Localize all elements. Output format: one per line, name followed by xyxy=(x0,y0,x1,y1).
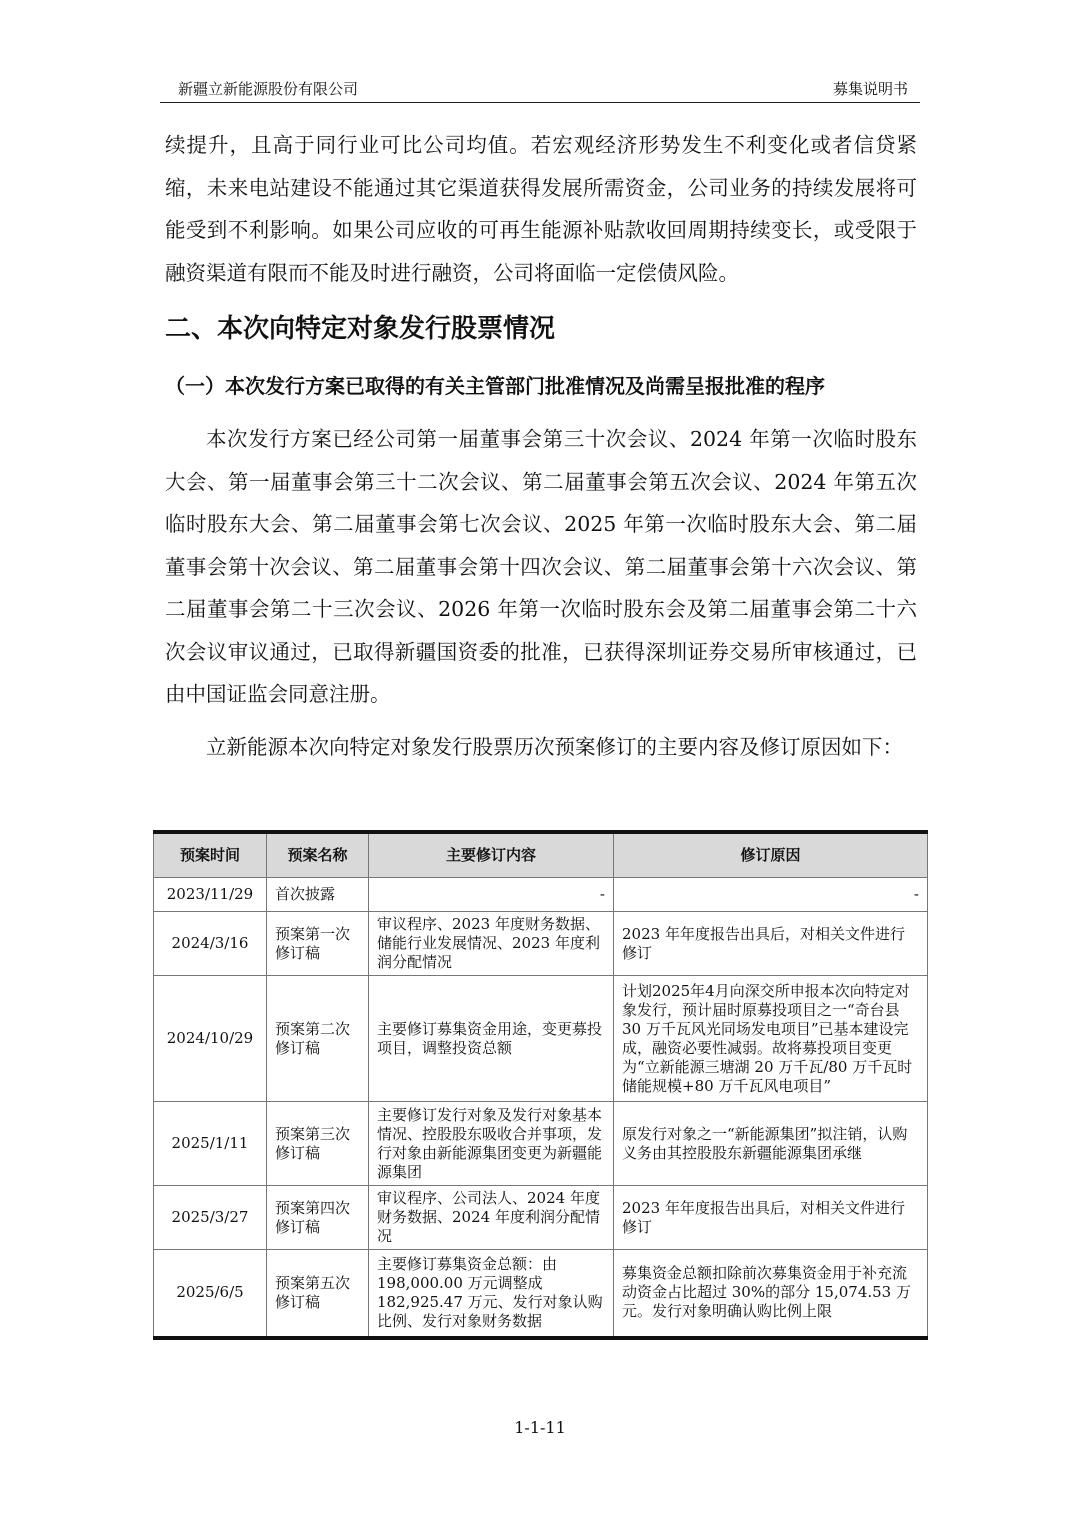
table-row xyxy=(154,976,928,1102)
cell-time: 2024/10/29 xyxy=(154,976,267,1102)
cell-reason: 原发行对象之一“新能源集团”拟注销，认购义务由其控股股东新疆能源集团承继 xyxy=(614,1102,928,1186)
cell-content: - xyxy=(369,878,614,912)
table-row xyxy=(154,1186,928,1250)
header-company: 新疆立新能源股份有限公司 xyxy=(178,80,359,98)
paragraph-table-intro: 立新能源本次向特定对象发行股票历次预案修订的主要内容及修订原因如下： xyxy=(206,735,903,759)
page-number: 1-1-11 xyxy=(514,1418,566,1437)
table-row xyxy=(154,1102,928,1186)
table-header-row xyxy=(154,832,928,878)
cell-time: 2024/3/16 xyxy=(154,912,267,976)
cell-reason: 募集资金总额扣除前次募集资金用于补充流动资金占比超过 30%的部分 15,074.53 万元。发行对象明确认购比例上限 xyxy=(614,1250,928,1338)
col-header-time: 预案时间 xyxy=(154,832,267,878)
cell-content: 主要修订募集资金用途，变更募投项目，调整投资总额 xyxy=(369,976,614,1102)
cell-content: 审议程序、公司法人、2024 年度财务数据、2024 年度利润分配情况 xyxy=(369,1186,614,1250)
header-doc-type: 募集说明书 xyxy=(832,80,908,98)
section-heading: 二、本次向特定对象发行股票情况 xyxy=(165,314,556,344)
cell-name: 预案第一次修订稿 xyxy=(267,912,369,976)
cell-time: 2025/6/5 xyxy=(154,1250,267,1338)
cell-reason: 2023 年年度报告出具后，对相关文件进行修订 xyxy=(614,1186,928,1250)
cell-reason: 2023 年年度报告出具后，对相关文件进行修订 xyxy=(614,912,928,976)
table-row xyxy=(154,912,928,976)
cell-time: 2023/11/29 xyxy=(154,878,267,912)
cell-time: 2025/3/27 xyxy=(154,1186,267,1250)
cell-name: 预案第四次修订稿 xyxy=(267,1186,369,1250)
cell-name: 预案第二次修订稿 xyxy=(267,976,369,1102)
cell-name: 预案第五次修订稿 xyxy=(267,1250,369,1338)
page-header xyxy=(160,74,920,103)
col-header-name: 预案名称 xyxy=(267,832,369,878)
cell-reason: - xyxy=(614,878,928,912)
table-row xyxy=(154,1250,928,1338)
cell-content: 主要修订发行对象及发行对象基本情况、控股股东吸收合并事项，发行对象由新能源集团变更为新疆能源集团 xyxy=(369,1102,614,1186)
table-row xyxy=(154,878,928,912)
paragraph-risk: 续提升，且高于同行业可比公司均值。若宏观经济形势发生不利变化或者信贷紧缩，未来电站建设不能通过其它渠道获得发展所需资金，公司业务的持续发展将可能受到不利影响。如果公司应收的可再生能源补贴款收回周期持续变长，或受限于融资渠道有限而不能及时进行融资，公司将面临一定偿债风险。 xyxy=(165,133,917,285)
cell-reason: 计划2025年4月向深交所申报本次向特定对象发行，预计届时原募投项目之一“奇台县 30 万千瓦风光同场发电项目”已基本建设完成，融资必要性减弱。故将募投项目变更为“立新能源三塘湖 20 万千瓦/80 万千瓦时储能规模+80 万千瓦风电项目” xyxy=(614,976,928,1102)
col-header-content: 主要修订内容 xyxy=(369,832,614,878)
cell-time: 2025/1/11 xyxy=(154,1102,267,1186)
cell-content: 主要修订募集资金总额：由 198,000.00 万元调整成 182,925.47 万元、发行对象认购比例、发行对象财务数据 xyxy=(369,1250,614,1338)
subsection-heading: （一）本次发行方案已取得的有关主管部门批准情况及尚需呈报批准的程序 xyxy=(165,374,825,398)
paragraph-approval: 本次发行方案已经公司第一届董事会第三十次会议、2024 年第一次临时股东大会、第一届董事会第三十二次会议、第二届董事会第五次会议、2024 年第五次临时股东大会、第二届董事会第七次会议、2025 年第一次临时股东大会、第二届董事会第十次会议、第二届董事会第十四次会议、第二届董事会第十六次会议、第二届董事会第二十三次会议、2026 年第一次临时股东会及第二届董事会第二十六次会议审议通过，已取得新疆国资委的批准，已获得深圳证券交易所审核通过，已由中国证监会同意注册。 xyxy=(165,427,917,706)
col-header-reason: 修订原因 xyxy=(614,832,928,878)
cell-name: 预案第三次修订稿 xyxy=(267,1102,369,1186)
cell-name: 首次披露 xyxy=(267,878,369,912)
revision-table xyxy=(153,830,928,1340)
cell-content: 审议程序、2023 年度财务数据、储能行业发展情况、2023 年度利润分配情况 xyxy=(369,912,614,976)
